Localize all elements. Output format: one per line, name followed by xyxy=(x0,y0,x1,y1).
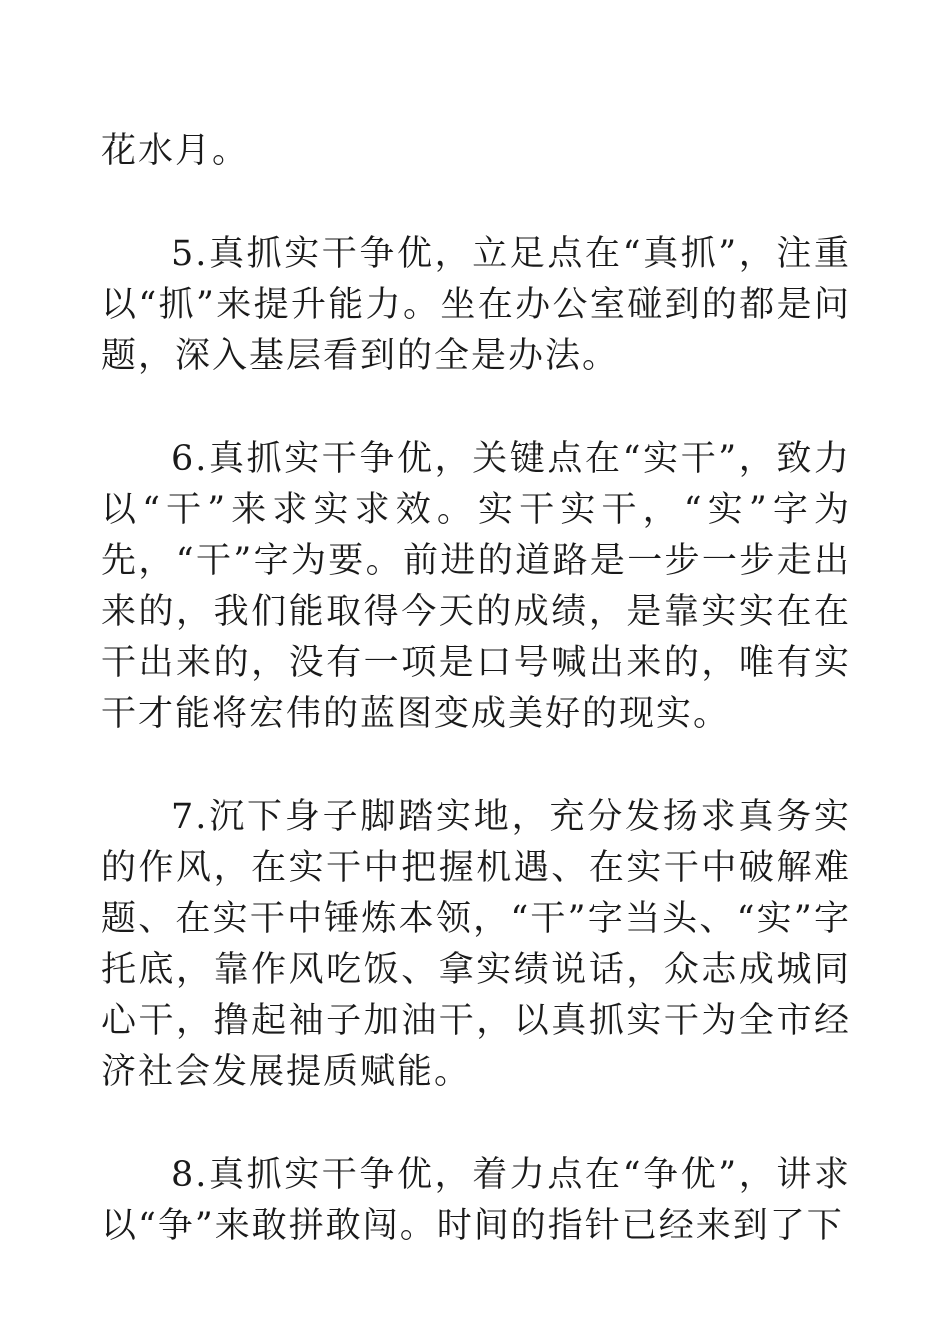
paragraph-continued: 花水月。 xyxy=(101,131,250,171)
paragraph-8: 8.真抓实干争优，着力点在“争优”，讲求以“争”来敢拼敢闯。时间的指针已经来到了下 xyxy=(101,1155,851,1246)
paragraph-7: 7.沉下身子脚踏实地，充分发扬求真务实的作风，在实干中把握机遇、在实干中破解难题、在实干中锤炼本领，“干”字当头、“实”字托底，靠作风吃饭、拿实绩说话，众志成城同心干，撸起袖子加油干，以真抓实干为全市经济社会发展提质赋能。 xyxy=(101,797,851,1092)
paragraph-5: 5.真抓实干争优，立足点在“真抓”，注重以“抓”来提升能力。坐在办公室碰到的都是问题，深入基层看到的全是办法。 xyxy=(101,234,851,376)
paragraph-6: 6.真抓实干争优，关键点在“实干”，致力以“干”来求实求效。实干实干，“实”字为先，“干”字为要。前进的道路是一步一步走出来的，我们能取得今天的成绩，是靠实实在在干出来的，没有一项是口号喊出来的，唯有实干才能将宏伟的蓝图变成美好的现实。 xyxy=(101,439,851,734)
document-body xyxy=(101,126,851,1304)
